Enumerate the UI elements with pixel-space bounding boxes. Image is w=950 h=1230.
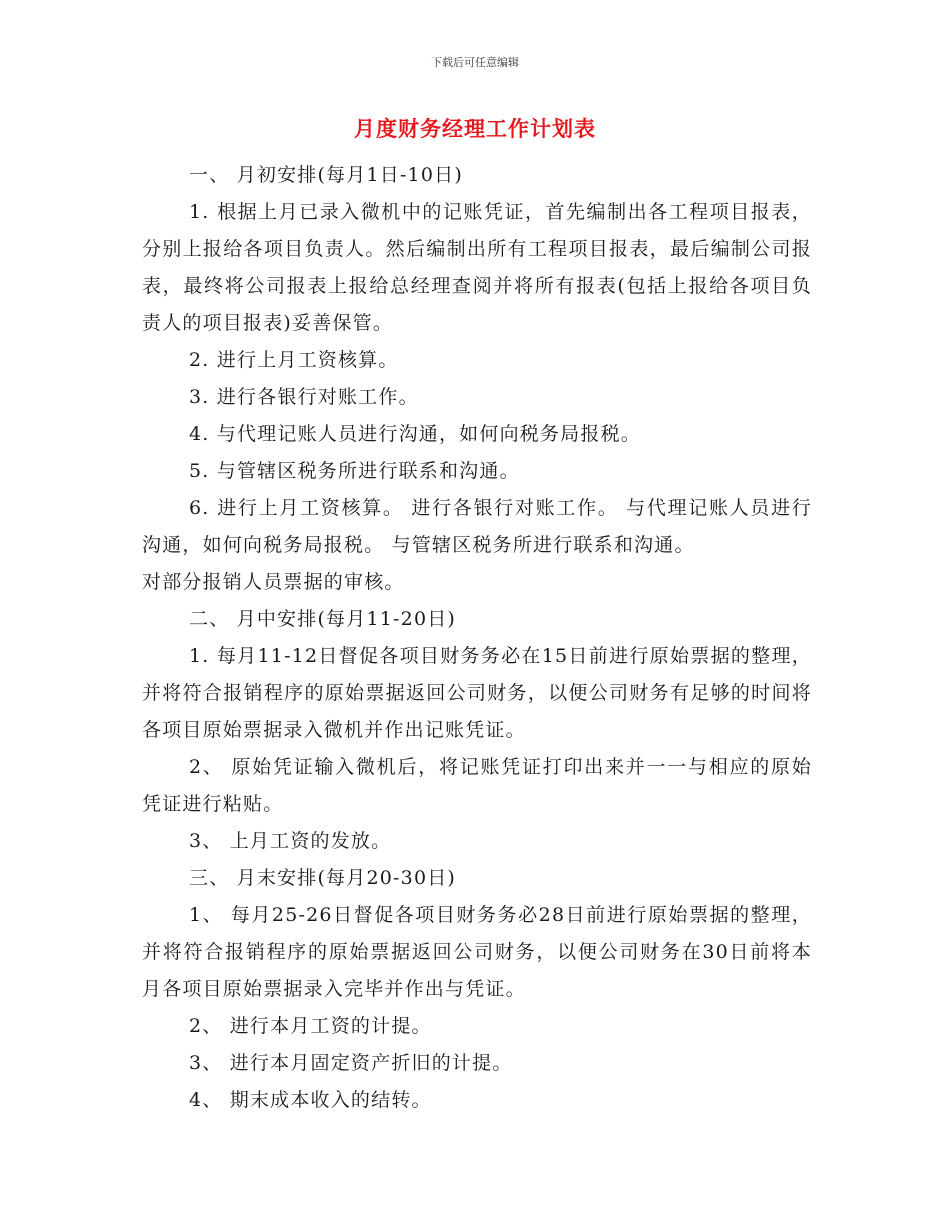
- section-heading-3: 三、 月末安排(每月20-30日): [189, 867, 457, 889]
- paragraph-item: 2、 原始凭证输入微机后，将记账凭证打印出来并一一与相应的原始凭证进行粘贴。: [142, 756, 812, 815]
- section-heading-1: 一、 月初安排(每月1日-10日): [189, 164, 463, 186]
- paragraph-item: 2. 进行上月工资核算。: [189, 349, 399, 371]
- paragraph-item: 1. 根据上月已录入微机中的记账凭证，首先编制出各工程项目报表，分别上报给各项目负责人。然后编制出所有工程项目报表，最后编制公司报表，最终将公司报表上报给总经理查阅并将所有报表(包括上报给各项目负责人的项目报表)妥善保管。: [142, 201, 812, 334]
- document-title: 月度财务经理工作计划表: [354, 117, 596, 141]
- paragraph-item: 1. 每月11-12日督促各项目财务务必在15日前进行原始票据的整理，并将符合报销程序的原始票据返回公司财务，以便公司财务有足够的时间将各项目原始票据录入微机并作出记账凭证。: [142, 645, 812, 741]
- header-note: 下载后可任意编辑: [431, 56, 519, 69]
- paragraph-item: 3、 上月工资的发放。: [189, 830, 392, 852]
- paragraph-item: 6. 进行上月工资核算。 进行各银行对账工作。 与代理记账人员进行沟通，如何向税务局报税。 与管辖区税务所进行联系和沟通。: [142, 497, 812, 556]
- paragraph-item: 4、 期末成本收入的结转。: [189, 1089, 432, 1111]
- paragraph-item: 4. 与代理记账人员进行沟通，如何向税务局报税。: [189, 423, 641, 445]
- paragraph-item: 3. 进行各银行对账工作。: [189, 386, 419, 408]
- paragraph-item: 1、 每月25-26日督促各项目财务务必28日前进行原始票据的整理，并将符合报销程序的原始票据返回公司财务，以便公司财务在30日前将本月各项目原始票据录入完毕并作出与凭证。: [142, 904, 812, 1000]
- document-body: [142, 157, 812, 1119]
- section-heading-2: 二、 月中安排(每月11-20日): [189, 608, 457, 630]
- paragraph-item: 对部分报销人员票据的审核。: [142, 571, 405, 593]
- paragraph-item: 5. 与管辖区税务所进行联系和沟通。: [189, 460, 520, 482]
- paragraph-item: 3、 进行本月固定资产折旧的计提。: [189, 1052, 513, 1074]
- paragraph-item: 2、 进行本月工资的计提。: [189, 1015, 432, 1037]
